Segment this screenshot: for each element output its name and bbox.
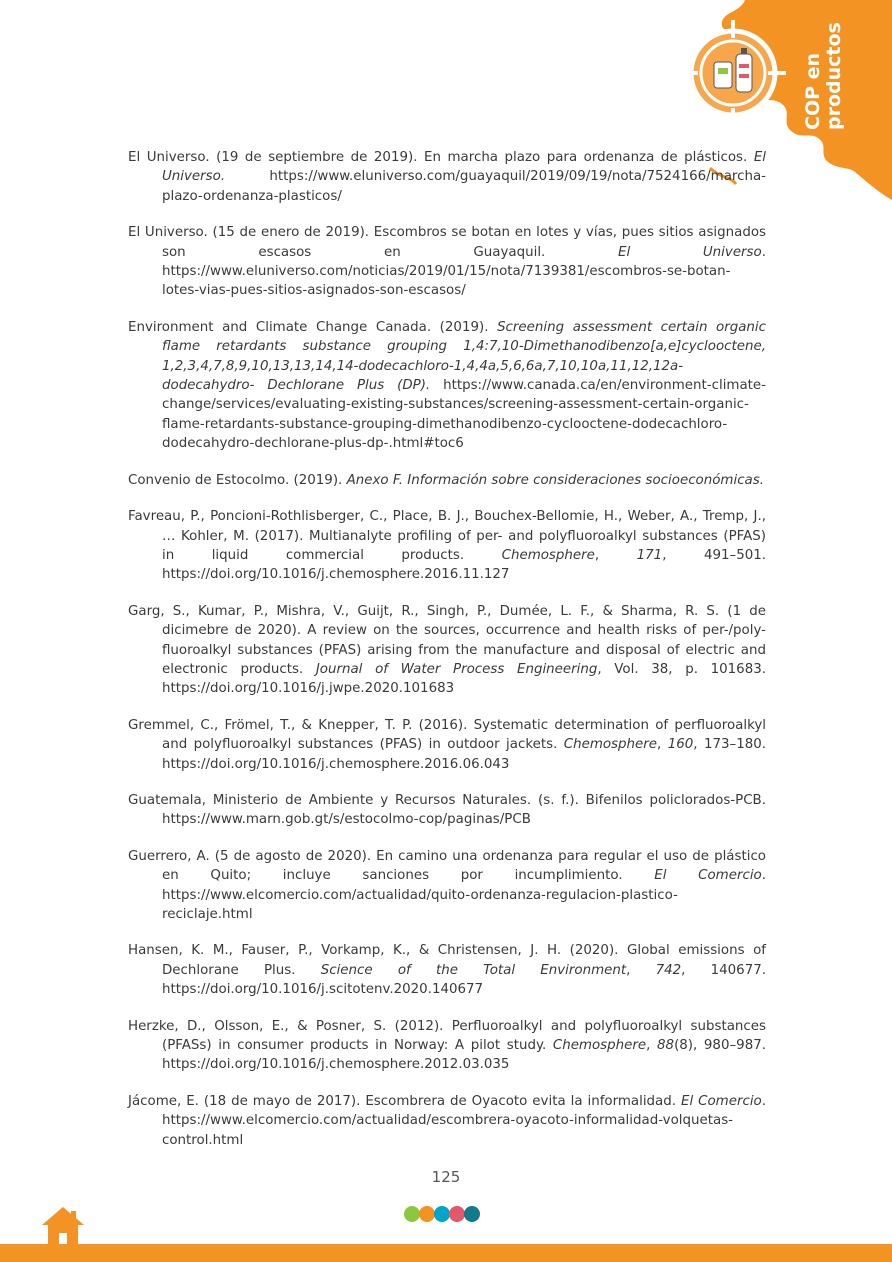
- reference-italic-text: Journal of Water Process Engineering: [315, 661, 598, 677]
- color-dot: [434, 1206, 450, 1222]
- reference-text: El Universo. (15 de enero de 2019). Escombros se botan en lotes y vías, pues sitios asignados son escasos en Guayaquil.: [128, 225, 766, 260]
- reference-italic-text: Chemosphere: [501, 547, 595, 563]
- reference-text: Convenio de Estocolmo. (2019).: [128, 472, 347, 488]
- reference-italic-text: 171: [636, 547, 663, 563]
- reference-italic-text: 88: [657, 1038, 675, 1054]
- reference-italic-text: El Universo.: [162, 150, 766, 185]
- reference-entry: [128, 1092, 766, 1150]
- reference-entry: [128, 507, 766, 585]
- reference-list: [128, 148, 766, 1167]
- reference-text: ,: [657, 737, 668, 753]
- reference-italic-text: Chemosphere: [563, 737, 658, 753]
- reference-italic-text: Chemosphere: [552, 1038, 647, 1054]
- reference-text: El Universo. (19 de septiembre de 2019). En marcha plazo para ordenanza de plásticos.: [128, 150, 754, 165]
- reference-text: , 173–180. https://doi.org/10.1016/j.chemosphere.2016.06.043: [162, 737, 767, 772]
- reference-entry: [128, 223, 766, 301]
- color-dots: [404, 1206, 479, 1222]
- reference-text: , 491–501. https://doi.org/10.1016/j.chemosphere.2016.11.127: [162, 547, 767, 583]
- reference-entry: [128, 941, 766, 999]
- reference-text: . https://www.elcomercio.com/actualidad/quito-ordenanza-regulacion-plastico-reciclaje.html: [162, 868, 766, 922]
- bottom-bar: [0, 1244, 892, 1262]
- reference-text: https://www.canada.ca/en/environment-climate-change/services/evaluating-existing-substances/screening-assessment-certain-organic-flame-retardants-substance-grouping-dimethanodibenzo-cyclooctene-dodecachloro-dodecahydro-dechlorane-plus-dp-.html#toc6: [162, 378, 766, 452]
- reference-italic-text: Science of the Total Environment: [320, 962, 627, 978]
- home-icon[interactable]: [38, 1203, 88, 1247]
- reference-text: . https://www.elcomercio.com/actualidad/escombrera-oyacoto-informalidad-volquetas-control.html: [162, 1093, 766, 1148]
- color-dot: [449, 1206, 465, 1222]
- reference-text: Guatemala, Ministerio de Ambiente y Recursos Naturales. (s. f.). Bifenilos policlorados-PCB. https://www.marn.gob.gt/s/estocolmo-cop/paginas/PCB: [128, 792, 766, 828]
- reference-text: Jácome, E. (18 de mayo de 2017). Escombrera de Oyacoto evita la informalidad.: [128, 1093, 681, 1109]
- section-label: COP en productos: [802, 22, 845, 130]
- color-dot: [419, 1206, 435, 1222]
- reference-italic-text: Anexo F. Información sobre consideraciones socioeconómicas.: [346, 472, 764, 488]
- reference-text: , 140677. https://doi.org/10.1016/j.scitotenv.2020.140677: [162, 962, 766, 998]
- reference-text: Environment and Climate Change Canada. (2019).: [128, 319, 498, 335]
- reference-text: Herzke, D., Olsson, E., & Posner, S. (2012). Perfluoroalkyl and polyfluoroalkyl substances (PFASs) in consumer products in Norway: A pilot study.: [128, 1018, 766, 1054]
- reference-italic-text: El Comercio: [680, 1093, 762, 1109]
- reference-text: ,: [646, 1038, 658, 1054]
- reference-text: . https://www.eluniverso.com/noticias/2019/01/15/nota/7139381/escombros-se-botan-lotes-vias-pues-sitios-asignados-son-escasos/: [162, 244, 766, 299]
- reference-entry: [128, 318, 766, 454]
- reference-italic-text: El Comercio: [654, 868, 762, 884]
- reference-text: (8), 980–987. https://doi.org/10.1016/j.chemosphere.2012.03.035: [162, 1038, 766, 1073]
- reference-text: Garg, S., Kumar, P., Mishra, V., Guijt, R., Singh, P., Dumée, L. F., & Sharma, R. S. (1 de dicimebre de 2020). A review on the sources, occurrence and health risks of per-/poly-fluoroalkyl substances (PFAS) arising from the manufacture and disposal of electric and electronic products.: [128, 603, 766, 677]
- page-number: 125: [431, 1168, 461, 1186]
- reference-entry: [128, 791, 766, 830]
- reference-italic-text: El Universo: [618, 244, 762, 260]
- reference-text: ,: [626, 962, 656, 978]
- reference-entry: [128, 471, 766, 490]
- reference-entry: [128, 148, 766, 206]
- reference-italic-text: Screening assessment certain organic flame retardants substance grouping 1,4:7,10-Dimethanodibenzo[a,e]cyclooctene, 1,2,3,4,7,8,9,10,13,13,14,14-dodecachloro-1,4,4a,5,6,6a,7,10,10a,11,12,12a-dodecahydro- Dechlorane Plus (DP).: [162, 319, 766, 394]
- reference-text: ,: [594, 547, 637, 563]
- reference-italic-text: 160: [667, 737, 694, 753]
- reference-text: , Vol. 38, p. 101683. https://doi.org/10.1016/j.jwpe.2020.101683: [162, 661, 766, 697]
- reference-entry: [128, 847, 766, 925]
- color-dot: [464, 1206, 480, 1222]
- cop-products-target-icon: [678, 18, 788, 128]
- reference-text: Favreau, P., Poncioni-Rothlisberger, C., Place, B. J., Bouchex-Bellomie, H., Weber, A., Tremp, J., … Kohler, M. (2017). Multianalyte profiling of per- and polyfluoroalkyl substances (PFAS) in liquid commercial products.: [128, 509, 766, 563]
- reference-italic-text: 742: [655, 962, 682, 978]
- reference-text: https://www.eluniverso.com/guayaquil/2019/09/19/nota/7524166/marcha-plazo-ordenanza-plasticos/: [162, 169, 766, 204]
- reference-entry: [128, 716, 766, 774]
- reference-text: Gremmel, C., Frömel, T., & Knepper, T. P. (2016). Systematic determination of perfluoroalkyl and polyfluoroalkyl substances (PFAS) in outdoor jackets.: [128, 717, 766, 753]
- color-dot: [404, 1206, 420, 1222]
- reference-entry: [128, 602, 766, 699]
- reference-text: Guerrero, A. (5 de agosto de 2020). En camino una ordenanza para regular el uso de plástico en Quito; incluye sanciones por incumplimiento.: [128, 848, 766, 884]
- reference-text: Hansen, K. M., Fauser, P., Vorkamp, K., & Christensen, J. H. (2020). Global emissions of Dechlorane Plus.: [128, 943, 766, 978]
- reference-entry: [128, 1017, 766, 1075]
